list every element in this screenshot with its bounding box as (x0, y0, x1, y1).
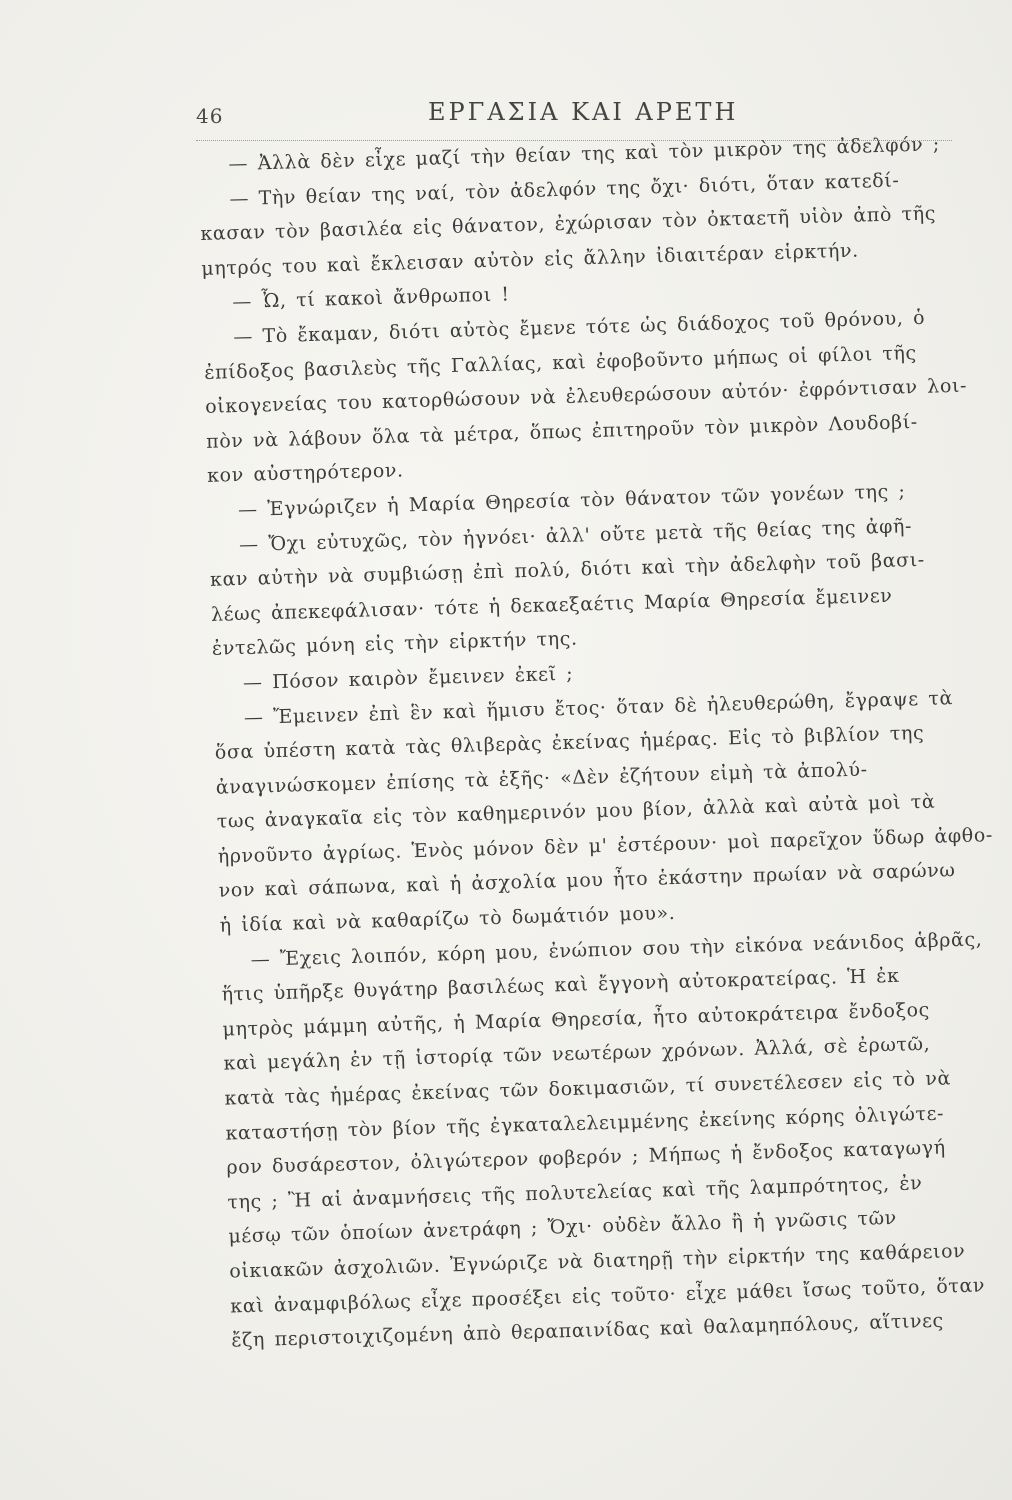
text-line: ἡ ἰδία καὶ νὰ καθαρίζω τὸ δωμάτιόν μου». (219, 902, 676, 937)
text-line: ἥτις ὑπῆρξε θυγάτηρ βασιλέως καὶ ἔγγονὴ αὐτοκρατείρας. Ἡ ἐκ (221, 964, 900, 1006)
text-line: ἔζη περιστοιχιζομένη ἀπὸ θεραπαινίδας καὶ θαλαμηπόλους, αἵτινες (231, 1309, 945, 1352)
text-line: — Πόσον καιρὸν ἔμεινεν ἐκεῖ ; (242, 662, 574, 694)
body-text (198, 127, 1002, 1359)
text-line: πὸν νὰ λάβουν ὅλα τὰ μέτρα, ὅπως ἐπιτηροῦν τὸν μικρὸν Λουδοβί- (205, 410, 919, 453)
text-line: καὶ μεγάλη ἐν τῇ ἱστορίᾳ τῶν νεωτέρων χρόνων. Ἀλλά, σὲ ἐρωτῶ, (223, 1033, 931, 1076)
text-line: ἀναγινώσκομεν ἐπίσης τὰ ἑξῆς· «Δὲν ἐζήτουν εἰμὴ τὰ ἀπολύ- (215, 758, 868, 799)
text-line: κασαν τὸν βασιλέα εἰς θάνατον, ἐχώρισαν τὸν ὀκταετῆ υἱὸν ἀπὸ τῆς (200, 202, 937, 246)
text-line: μητρὸς μάμμη αὐτῆς, ἡ Μαρία Θηρεσία, ἦτο αὐτοκράτειρα ἔνδοξος (222, 998, 931, 1041)
text-line: καταστήσῃ τὸν βίον τῆς ἐγκαταλελειμμένης ἐκείνης κόρης ὀλιγώτε- (225, 1102, 945, 1145)
text-line: της ; Ἢ αἱ ἀναμνήσεις τῆς πολυτελείας καὶ τῆς λαμπρότητος, ἐν (227, 1171, 923, 1214)
text-line: οἰκογενείας του κατορθώσουν νὰ ἐλευθερώσουν αὐτόν· ἐφρόντισαν λοι- (204, 374, 968, 419)
text-line: ὅσα ὑπέστη κατὰ τὰς θλιβερὰς ἐκείνας ἡμέρας. Εἰς τὸ βιβλίον της (214, 722, 925, 764)
running-title: ΕΡΓΑΣΙΑ ΚΑΙ ΑΡΕΤΗ (428, 98, 739, 126)
text-line: — Ἔμεινεν ἐπὶ ἓν καὶ ἥμισυ ἔτος· ὅταν δὲ ἠλευθερώθη, ἔγραψε τὰ (243, 686, 954, 729)
text-line: ἠρνοῦντο ἀγρίως. Ἑνὸς μόνον δὲν μ' ἐστέρουν· μοὶ παρεῖχον ὕδωρ ἀφθο- (217, 823, 994, 868)
text-line: οἰκιακῶν ἀσχολιῶν. Ἐγνώριζε νὰ διατηρῇ τὴν εἱρκτήν της καθάρειον (229, 1240, 966, 1283)
text-line: κατὰ τὰς ἡμέρας ἐκείνας τῶν δοκιμασιῶν, τί συνετέλεσεν εἰς τὸ νὰ (224, 1067, 952, 1110)
text-line: — Ἀλλὰ δὲν εἶχε μαζί τὴν θείαν της καὶ τὸν μικρὸν της ἀδελφόν ; (228, 133, 941, 176)
text-line: καὶ ἀναμφιβόλως εἶχε προσέξει εἰς τοῦτο· εἶχε μάθει ἴσως τοῦτο, ὅταν (230, 1274, 986, 1318)
text-line: λέως ἀπεκεφάλισαν· τότε ἡ δεκαεξαέτις Μαρία Θηρεσία ἔμεινεν (210, 584, 893, 626)
text-line: ἐπίδοξος βασιλεὺς τῆς Γαλλίας, καὶ ἐφοβοῦντο μήπως οἱ φίλοι τῆς (203, 341, 917, 384)
text-line: — Τὴν θείαν της ναί, τὸν ἀδελφόν της ὄχι· διότι, ὅταν κατεδί- (229, 169, 900, 210)
text-line: μέσῳ τῶν ὁποίων ἀνετράφη ; Ὄχι· οὐδὲν ἄλλο ἢ ἡ γνῶσις τῶν (228, 1207, 898, 1248)
text-line: — Ἔχεις λοιπόν, κόρη μου, ἐνώπιον σου τὴν εἰκόνα νεάνιδος ἁβρᾶς, (250, 928, 983, 971)
text-line: νον καὶ σάπωνα, καὶ ἡ ἀσχολία μου ἦτο ἑκάστην πρωίαν νὰ σαρώνω (218, 859, 956, 903)
text-line: τως ἀναγκαῖα εἰς τὸν καθημερινόν μου βίον, ἀλλὰ καὶ αὐτὰ μοὶ τὰ (216, 790, 936, 834)
text-line: ἐντελῶς μόνη εἰς τὴν εἱρκτήν της. (211, 627, 578, 661)
text-line: — Ὄχι εὐτυχῶς, τὸν ἠγνόει· ἀλλ' οὔτε μετὰ τῆς θείας της ἀφῆ- (238, 514, 913, 556)
text-line: — Ὦ, τί κακοὶ ἄνθρωποι ! (232, 283, 510, 314)
text-line: ρον δυσάρεστον, ὀλιγώτερον φοβερόν ; Μήπως ἡ ἔνδοξος καταγωγή (226, 1136, 946, 1179)
text-line: μητρός του καὶ ἔκλεισαν αὐτὸν εἰς ἄλλην ἰδιαιτέραν εἱρκτήν. (201, 239, 860, 280)
text-line: — Τὸ ἔκαμαν, διότι αὐτὸς ἔμενε τότε ὡς διάδοχος τοῦ θρόνου, ὁ (232, 306, 926, 349)
page-number: 46 (196, 104, 224, 128)
text-line: κον αὐστηρότερον. (206, 459, 404, 488)
text-line: — Ἐγνώριζεν ἡ Μαρία Θηρεσία τὸν θάνατον τῶν γονέων της ; (237, 480, 906, 521)
text-line: καν αὐτὴν νὰ συμβιώσῃ ἐπὶ πολύ, διότι καὶ τὴν ἀδελφὴν τοῦ βασι- (209, 548, 926, 591)
